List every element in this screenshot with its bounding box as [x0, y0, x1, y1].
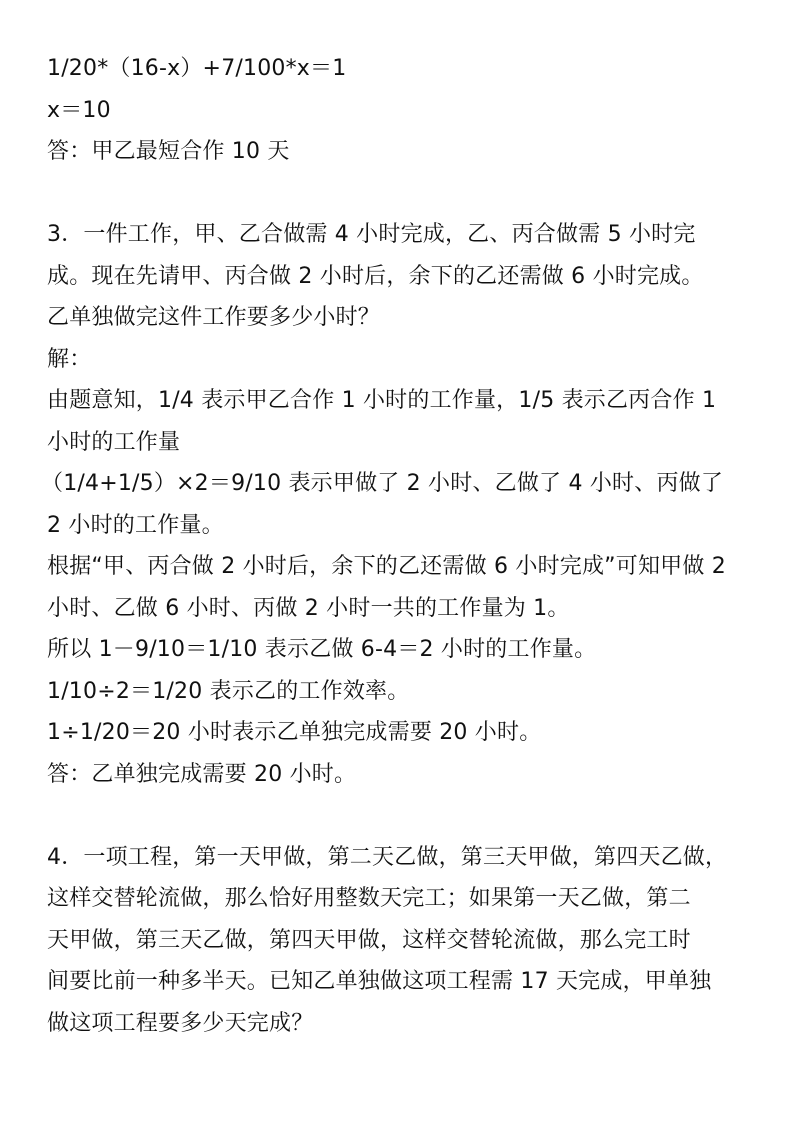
solution-step-line: 2 小时的工作量。 [47, 512, 224, 538]
solution-step-line: （1/4+1/5）×2＝9/10 表示甲做了 2 小时、乙做了 4 小时、丙做了 [41, 471, 724, 496]
problem-3-statement-line-2: 成。现在先请甲、丙合做 2 小时后，余下的乙还需做 6 小时完成。 [47, 263, 704, 289]
previous-solution-ending [47, 48, 747, 173]
problem-3-question-line: 乙单独做完这件工作要多少小时？ [47, 305, 381, 330]
solution-step-line: 小时的工作量 [47, 429, 181, 455]
problem-3 [41, 214, 747, 795]
solution-step-line: 1÷1/20＝20 小时表示乙单独完成需要 20 小时。 [47, 720, 542, 745]
solution-label: 解： [47, 346, 92, 372]
solution-value-line: x＝10 [47, 97, 111, 123]
solution-step-line: 根据“甲、丙合做 2 小时后，余下的乙还需做 6 小时完成”可知甲做 2 [47, 554, 726, 579]
paragraph-gap [47, 795, 747, 837]
problem-4-statement-line: 间要比前一种多半天。已知乙单独做这项工程需 17 天完成，甲单独 [47, 969, 712, 994]
answer-line: 答：甲乙最短合作 10 天 [47, 139, 290, 164]
document-page [41, 48, 747, 1044]
answer-line: 答：乙单独完成需要 20 小时。 [47, 761, 357, 787]
solution-step-line: 所以 1－9/10＝1/10 表示乙做 6-4＝2 小时的工作量。 [47, 637, 597, 662]
solution-step-line: 1/10÷2＝1/20 表示乙的工作效率。 [47, 678, 410, 704]
solution-step-line: 小时、乙做 6 小时、丙做 2 小时一共的工作量为 1。 [47, 595, 570, 621]
solution-step-line: 由题意知，1/4 表示甲乙合作 1 小时的工作量，1/5 表示乙丙合作 1 [47, 388, 717, 413]
equation-line: 1/20*（16-x）+7/100*x＝1 [47, 56, 347, 81]
problem-4-statement-line: 这样交替轮流做，那么恰好用整数天完工；如果第一天乙做，第二 [47, 886, 691, 911]
problem-4-statement-line: 4．一项工程，第一天甲做，第二天乙做，第三天甲做，第四天乙做， [47, 844, 728, 870]
problem-4 [47, 837, 747, 1045]
problem-4-statement-line: 天甲做，第三天乙做，第四天甲做，这样交替轮流做，那么完工时 [47, 927, 691, 953]
problem-4-question-line: 做这项工程要多少天完成？ [47, 1010, 314, 1036]
problem-3-statement-line-1: 3．一件工作，甲、乙合做需 4 小时完成，乙、丙合做需 5 小时完 [47, 222, 696, 247]
paragraph-gap [47, 173, 747, 215]
